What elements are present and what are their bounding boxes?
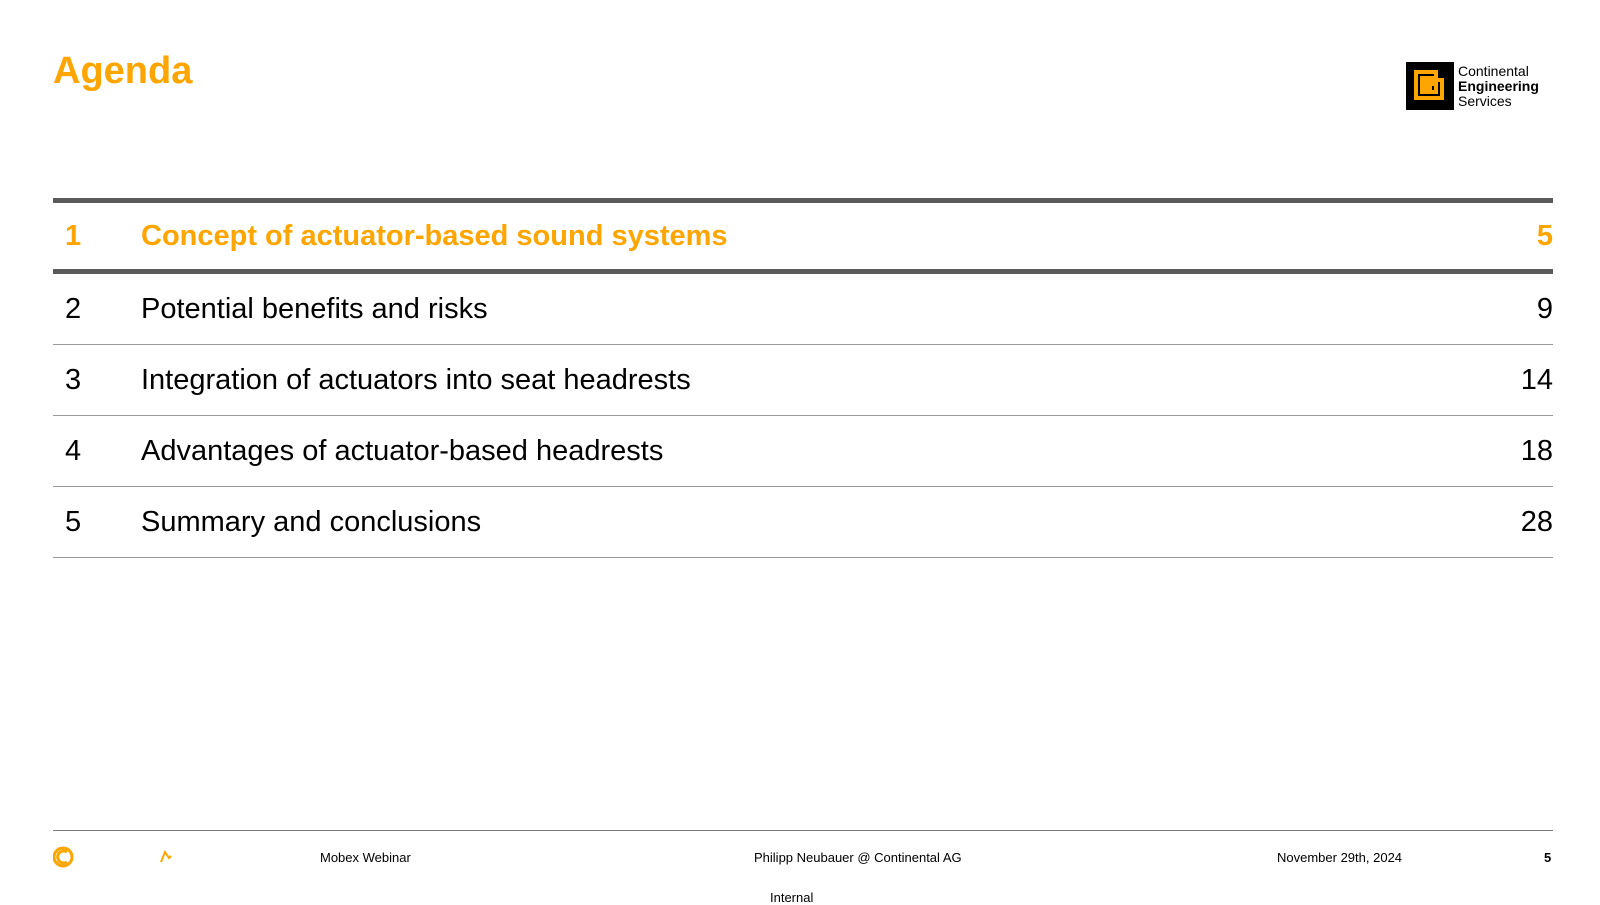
agenda-item-number: 4 [65,434,82,467]
agenda-item-label: Concept of actuator-based sound systems [141,219,728,252]
agenda-item-page: 14 [1520,363,1553,396]
agenda-item-5 [53,487,1553,558]
agenda-list [53,198,1553,558]
footer-date: November 29th, 2024 [1277,850,1403,865]
logo-line-2: Engineering [1458,77,1539,94]
agenda-item-number: 5 [65,505,82,538]
agenda-item-label: Potential benefits and risks [141,292,488,325]
agenda-item-number: 3 [65,363,82,396]
footer-author: Philipp Neubauer @ Continental AG [754,850,962,865]
footer-divider [53,830,1553,831]
ces-logo [1406,62,1539,110]
continental-logo-icon [53,844,173,870]
footer-event: Mobex Webinar [320,850,411,865]
agenda-item-label: Advantages of actuator-based headrests [141,434,664,467]
footer-classification: Internal [770,890,814,905]
logo-line-3: Services [1458,92,1512,109]
agenda-item-number: 2 [65,292,82,325]
agenda-item-1 [53,203,1553,274]
agenda-item-label: Integration of actuators into seat headrests [141,363,691,396]
ces-logo-icon [1406,62,1454,110]
agenda-item-2 [53,274,1553,345]
agenda-item-page: 18 [1520,434,1553,467]
agenda-item-page: 9 [1536,292,1553,325]
agenda-item-page: 5 [1536,219,1553,252]
footer-page-number: 5 [1544,850,1552,865]
continental-logo [53,844,173,870]
agenda-item-4 [53,416,1553,487]
logo-line-1: Continental [1458,62,1529,79]
agenda-item-page: 28 [1520,505,1553,538]
page-title: Agenda [53,50,193,92]
agenda-item-label: Summary and conclusions [141,505,482,538]
agenda-item-number: 1 [65,219,82,252]
agenda-item-3 [53,345,1553,416]
